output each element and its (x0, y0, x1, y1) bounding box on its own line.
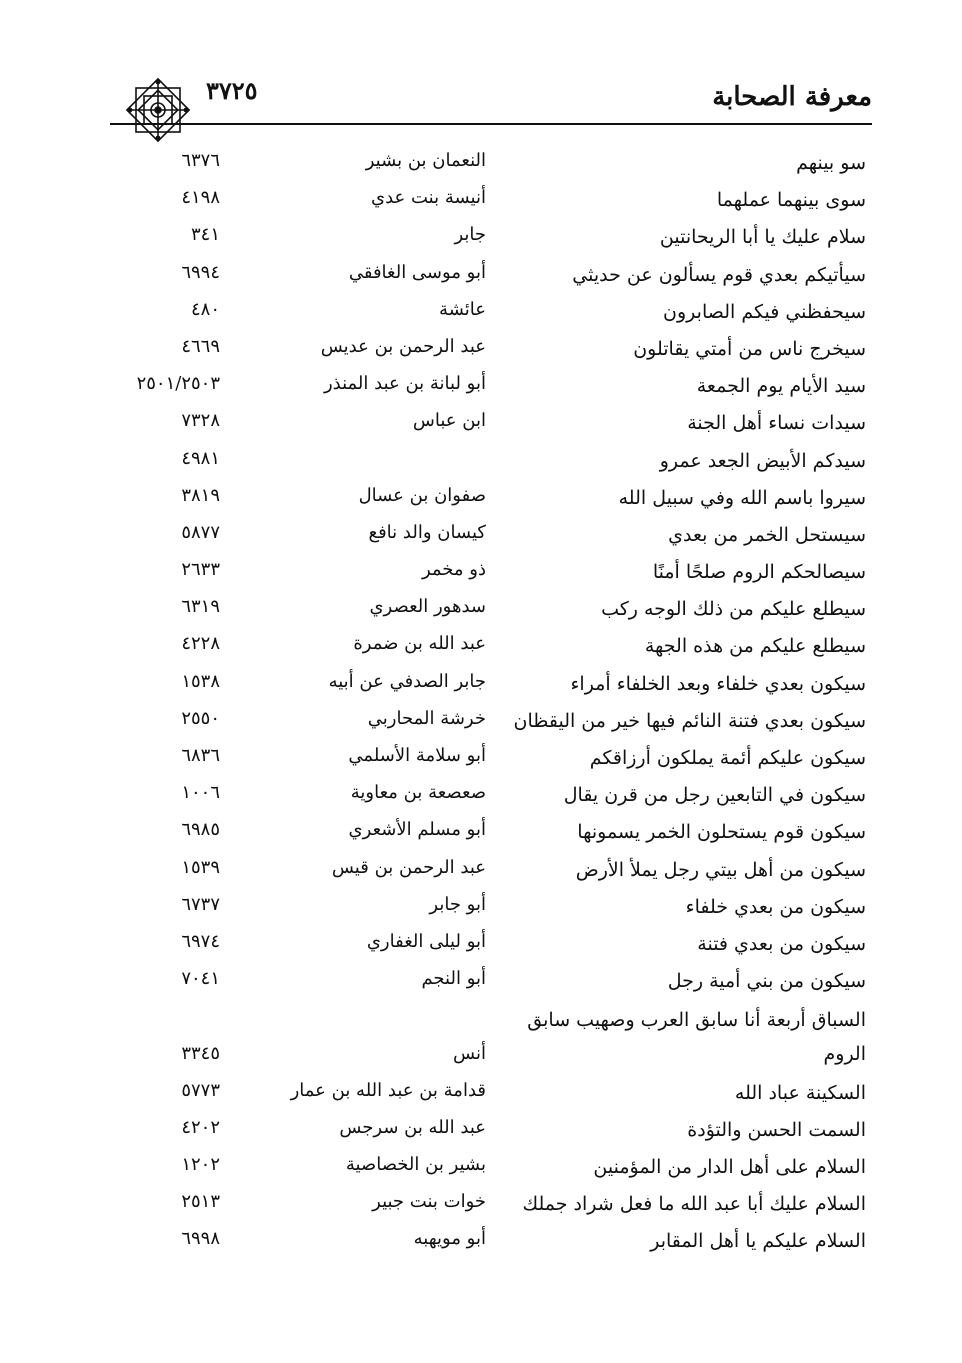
hadith-text: سيكون من بني أمية رجل (667, 970, 866, 993)
hadith-text: سيكون عليكم أئمة يملكون أرزاقكم (589, 747, 866, 769)
hadith-number: ٦٩٩٨ (181, 1228, 220, 1250)
index-row (120, 594, 872, 631)
hadith-number: ٣٤١ (190, 224, 220, 246)
narrator-name: جابر (454, 224, 486, 246)
hadith-text: السلام عليكم يا أهل المقابر (650, 1230, 866, 1253)
hadith-number: ٦٩٧٤ (181, 930, 220, 952)
hadith-number: ٢٥١٣ (181, 1191, 220, 1213)
narrator-name: أبو النجم (421, 968, 486, 990)
hadith-text: السمت الحسن والتؤدة (687, 1118, 866, 1141)
hadith-text: سيطلع عليكم من هذه الجهة (644, 635, 866, 658)
hadith-number: ٤١٩٨ (181, 187, 220, 209)
hadith-number: ٤٢٠٢ (181, 1116, 220, 1138)
index-row (120, 743, 872, 780)
hadith-text: سيخرج ناس من أمتي يقاتلون (633, 337, 866, 360)
hadith-text: سيكون من بعدي خلفاء (685, 895, 866, 918)
narrator-name: قدامة بن عبد الله بن عمار (290, 1079, 486, 1101)
index-row (120, 780, 872, 817)
narrator-name: عبد الرحمن بن قيس (331, 856, 486, 878)
index-row (120, 260, 872, 297)
hadith-text: سيأتيكم بعدي قوم يسألون عن حديثي (572, 263, 866, 286)
index-row (120, 185, 872, 222)
hadith-text: السلام على أهل الدار من المؤمنين (593, 1156, 866, 1179)
index-row (120, 483, 872, 520)
hadith-text: سلام عليك يا أبا الريحانتين (659, 226, 866, 249)
header-divider (110, 123, 872, 125)
index-row (120, 1115, 872, 1152)
narrator-name: أبو لبانة بن عبد المنذر (323, 373, 486, 395)
hadith-text: سيكون في التابعين رجل من قرن يقال (563, 784, 866, 807)
narrator-name: أبو مسلم الأشعري (348, 819, 486, 841)
hadith-number: ٦٩٨٥ (181, 819, 220, 841)
index-row (120, 1078, 872, 1115)
hadith-number: ٥٨٧٧ (181, 521, 220, 543)
hadith-number: ٣٨١٩ (181, 484, 220, 506)
hadith-text: سيدات نساء أهل الجنة (687, 412, 866, 435)
hadith-number: ٢٥٥٠ (181, 707, 220, 729)
hadith-number: ٧٣٢٨ (181, 410, 220, 432)
hadith-number: ٤٨٠ (190, 298, 220, 320)
narrator-name: النعمان بن بشير (365, 150, 486, 171)
page-number: ٣٧٢٥ (206, 76, 258, 105)
narrator-name: عبد الله بن ضمرة (353, 633, 486, 655)
narrator-name: أبو مويهبه (413, 1228, 486, 1250)
hadith-number: ٣٣٤٥ (181, 1042, 220, 1064)
narrator-name: صعصعة بن معاوية (350, 782, 486, 804)
index-row (120, 1189, 872, 1226)
narrator-name: أبو جابر (429, 893, 486, 915)
hadith-number: ١٢٠٢ (181, 1154, 220, 1176)
hadith-text: سيستحل الخمر من بعدي (668, 523, 866, 546)
narrator-name: صفوان بن عسال (358, 484, 486, 506)
hadith-number: ١٥٣٩ (181, 856, 220, 878)
index-row (120, 817, 872, 854)
index-row (120, 1226, 872, 1263)
index-row (120, 892, 872, 929)
narrator-name: عبد الله بن سرجس (339, 1116, 486, 1138)
narrator-name: أنيسة بنت عدي (371, 187, 486, 209)
index-row (120, 222, 872, 259)
hadith-number: ٦٣٧٦ (181, 150, 220, 171)
index-row (120, 1003, 872, 1040)
narrator-name: ذو مخمر (421, 559, 486, 581)
index-row (120, 1041, 872, 1078)
hadith-number: ٦٧٣٧ (181, 893, 220, 915)
narrator-name: بشير بن الخصاصية (345, 1154, 486, 1176)
hadith-text: سيكون بعدي خلفاء وبعد الخلفاء أمراء (570, 672, 866, 695)
index-row (120, 631, 872, 668)
page-header (110, 70, 872, 126)
hadith-number: ٤٦٦٩ (181, 335, 220, 357)
index-row (120, 408, 872, 445)
index-row (120, 669, 872, 706)
narrator-name: أبو ليلى الغفاري (366, 930, 486, 952)
index-table (120, 148, 872, 1264)
hadith-number: ١٥٣٨ (181, 670, 220, 692)
narrator-name: ابن عباس (412, 410, 486, 432)
narrator-name: خرشة المحاربي (367, 707, 486, 729)
hadith-text: سيكون من أهل بيتي رجل يملأ الأرض (575, 858, 866, 881)
index-row (120, 706, 872, 743)
geometric-star-ornament-icon (122, 74, 194, 146)
hadith-text: سيطلع عليكم من ذلك الوجه ركب (601, 598, 866, 621)
narrator-name: خوات بنت جبير (372, 1191, 486, 1213)
index-row (120, 148, 872, 185)
hadith-number: ١٠٠٦ (181, 782, 220, 804)
hadith-number: ٤٩٨١ (181, 447, 220, 469)
hadith-number: ٥٧٧٣ (181, 1079, 220, 1101)
hadith-text: سو بينهم (796, 152, 866, 174)
hadith-number: ٦٣١٩ (181, 596, 220, 618)
hadith-text: سيحفظني فيكم الصابرون (663, 300, 866, 323)
narrator-name: كيسان والد نافع (368, 521, 486, 543)
hadith-text: سيدكم الأبيض الجعد عمرو (659, 449, 866, 472)
hadith-number: ٤٢٢٨ (181, 633, 220, 655)
hadith-number: ٢٥٠١/٢٥٠٣ (136, 373, 220, 395)
index-row (120, 557, 872, 594)
hadith-text: السباق أربعة أنا سابق العرب وصهيب سابق (527, 1009, 866, 1032)
index-row (120, 855, 872, 892)
index-row (120, 334, 872, 371)
index-row (120, 297, 872, 334)
narrator-name: عبد الرحمن بن عديس (320, 335, 486, 357)
hadith-number: ٧٠٤١ (181, 968, 220, 990)
hadith-number: ٦٨٣٦ (181, 745, 220, 766)
index-row (120, 371, 872, 408)
hadith-text: الروم (823, 1042, 866, 1065)
hadith-text: السكينة عباد الله (734, 1081, 866, 1104)
hadith-number: ٦٩٩٤ (181, 261, 220, 283)
hadith-text: سيصالحكم الروم صلحًا أمنًا (652, 561, 866, 584)
narrator-name: جابر الصدفي عن أبيه (328, 670, 486, 692)
narrator-name: أبو موسى الغافقي (348, 261, 486, 283)
narrator-name: عائشة (439, 298, 486, 320)
hadith-text: السلام عليك أبا عبد الله ما فعل شراد جملك (522, 1193, 866, 1216)
hadith-text: سيد الأيام يوم الجمعة (696, 375, 866, 398)
narrator-name: سدهور العصري (369, 596, 486, 618)
index-row (120, 929, 872, 966)
hadith-text: سيكون قوم يستحلون الخمر يسمونها (577, 821, 866, 844)
index-row (120, 446, 872, 483)
index-row (120, 1152, 872, 1189)
narrator-name: أبو سلامة الأسلمي (348, 745, 486, 766)
index-row (120, 966, 872, 1003)
hadith-text: سيكون من بعدي فتنة (697, 932, 866, 955)
index-row (120, 520, 872, 557)
hadith-number: ٢٦٣٣ (181, 559, 220, 581)
running-title: معرفة الصحابة (712, 82, 872, 112)
hadith-text: سوى بينهما عملهما (716, 189, 866, 212)
hadith-text: سيكون بعدي فتنة النائم فيها خير من اليقظان (513, 709, 866, 732)
hadith-text: سيروا باسم الله وفي سبيل الله (618, 486, 866, 509)
narrator-name: أنس (453, 1042, 486, 1064)
